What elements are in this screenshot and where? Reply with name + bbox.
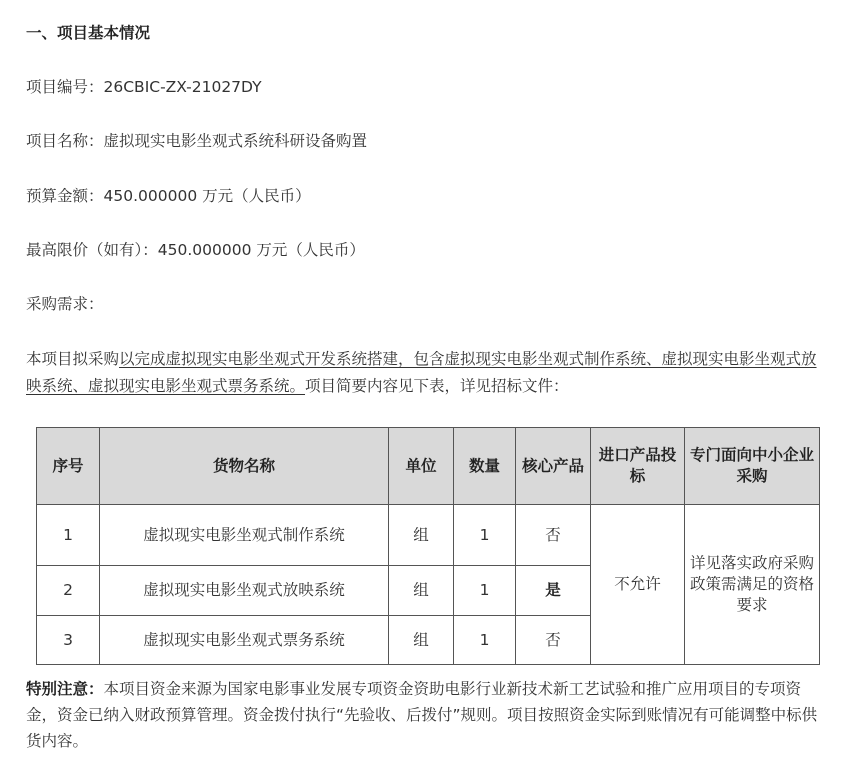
procurement-description [26, 346, 832, 400]
cell-goods-name: 虚拟现实电影坐观式票务系统 [100, 616, 389, 665]
header-serial: 序号 [37, 428, 100, 505]
description-underlined: 以完成虚拟现实电影坐观式开发系统搭建，包含虚拟现实电影坐观式制作系统、虚拟现实电影坐观式放映系统、虚拟现实电影坐观式票务系统。 [26, 350, 817, 395]
project-number [26, 76, 262, 98]
header-quantity: 数量 [454, 428, 516, 505]
cell-unit: 组 [389, 505, 454, 566]
header-unit: 单位 [389, 428, 454, 505]
cell-quantity: 1 [454, 505, 516, 566]
cell-core-product: 否 [516, 505, 591, 566]
special-note [26, 676, 832, 754]
goods-table [36, 427, 820, 665]
cell-core-product: 否 [516, 616, 591, 665]
project-name-value: 虚拟现实电影坐观式系统科研设备购置 [103, 132, 368, 150]
cell-serial: 3 [37, 616, 100, 665]
cell-quantity: 1 [454, 566, 516, 616]
cell-quantity: 1 [454, 616, 516, 665]
requirement-label: 采购需求： [26, 295, 104, 313]
header-import-bid: 进口产品投标 [591, 428, 685, 505]
cell-unit: 组 [389, 616, 454, 665]
cell-import-bid: 不允许 [591, 505, 685, 665]
section-title: 一、项目基本情况 [26, 24, 151, 42]
max-price-label: 最高限价（如有）： [26, 241, 158, 259]
special-note-label: 特别注意： [26, 680, 104, 698]
special-note-text: 本项目资金来源为国家电影事业发展专项资金资助电影行业新技术新工艺试验和推广应用项目的专项资金，资金已纳入财政预算管理。资金拨付执行“先验收、后拨付”规则。项目按照资金实际到账情况有可能调整中标供货内容。 [26, 680, 818, 750]
cell-core-product: 是 [516, 566, 591, 616]
budget-amount-label: 预算金额： [26, 187, 104, 205]
header-goods-name: 货物名称 [100, 428, 389, 505]
header-sme-procurement: 专门面向中小企业采购 [685, 428, 820, 505]
description-prefix: 本项目拟采购 [26, 350, 120, 368]
cell-unit: 组 [389, 566, 454, 616]
max-price-value: 450.000000 万元（人民币） [157, 241, 365, 259]
description-suffix: 项目简要内容见下表，详见招标文件： [305, 377, 569, 395]
project-number-label: 项目编号： [26, 78, 104, 96]
cell-serial: 2 [37, 566, 100, 616]
budget-amount-value: 450.000000 万元（人民币） [103, 187, 311, 205]
cell-serial: 1 [37, 505, 100, 566]
cell-sme-procurement: 详见落实政府采购政策需满足的资格要求 [685, 505, 820, 665]
project-number-value: 26CBIC-ZX-21027DY [103, 78, 262, 96]
budget-amount [26, 185, 311, 207]
project-name [26, 130, 367, 152]
table-row [37, 505, 820, 566]
table-header-row [37, 428, 820, 505]
cell-goods-name: 虚拟现实电影坐观式制作系统 [100, 505, 389, 566]
cell-goods-name: 虚拟现实电影坐观式放映系统 [100, 566, 389, 616]
max-price [26, 239, 365, 261]
project-name-label: 项目名称： [26, 132, 104, 150]
header-core-product: 核心产品 [516, 428, 591, 505]
